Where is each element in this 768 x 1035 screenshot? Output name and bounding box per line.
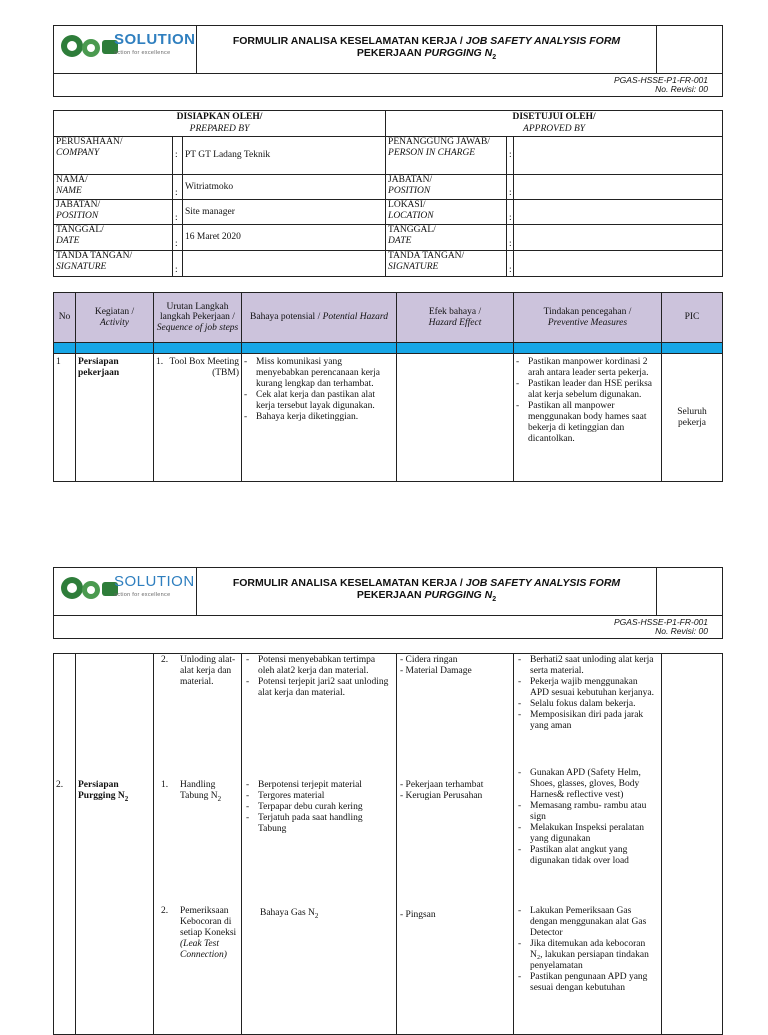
jsa-table-2 [53,653,723,1035]
subtitle-subscript: 2 [492,54,497,62]
label-en: SIGNATURE [388,262,439,272]
row-hazards [242,654,397,1035]
signature-value [183,251,386,277]
name-value: Witriatmoko [183,175,386,200]
logo-tagline: action for excellence [114,49,171,56]
approved-heading-id: DISETUJUI OLEH/ [512,112,596,122]
label-en: COMPANY [56,148,100,158]
step-text [180,906,241,961]
prevent-item: - Jika ditemukan ada kebocoran N₂, lakukan persiapan tindakan penyelamatan [518,939,658,972]
step-b-subscript: 2 [217,794,222,803]
title-italic: JOB SAFETY ANALYSIS FORM [465,34,621,47]
doc-info [54,616,723,639]
prevent-item: - Melakukan Inspeksi peralatan yang digunakan [518,823,658,845]
label-en: LOCATION [388,211,434,221]
company-value: PT GT Ladang Teknik [183,137,386,175]
subtitle-subscript: 2 [492,596,497,604]
label-en: POSITION [56,211,99,221]
doc-revision: No. Revisi: 00 [655,84,708,94]
label-en: SIGNATURE [56,262,107,272]
row-effects [397,654,514,1035]
hazard-item: - Potensi terjepit jari2 saat unloding alat kerja dan material. [246,677,392,699]
pic-label [386,137,507,175]
hazard-item: - Terjatuh pada saat handling Tabung [246,813,392,835]
gear-logo-icon [58,568,120,608]
prepared-heading [54,111,386,137]
hazard-item: - Cek alat kerja dan pastikan alat kerja tersebut layak digunakan. [244,390,394,412]
date-value [514,225,723,251]
step-text: Unloding alat- alat kerja dan material. [180,655,236,687]
hdr-en: Potential Hazard [322,312,388,322]
form-header-1 [53,25,723,97]
hdr-en: Activity [99,317,129,328]
label-id: PENANGGUNG JAWAB/ [388,137,490,147]
step-c [161,906,241,961]
col-activity [76,293,154,343]
approved-heading [386,111,723,137]
hdr-id: Efek bahaya / [428,306,482,317]
col-sequence [154,293,242,343]
date-label [54,225,173,251]
row-steps [154,654,242,1035]
approved-heading-en: APPROVED BY [523,124,586,134]
prevent-item: - Pastikan all manpower menggunakan body hames saat bekerja di ketinggian dan dicantolkan. [516,401,659,445]
label-en: NAME [56,186,82,196]
title-plain: FORMULIR ANALISA KESELAMATAN KERJA / [232,34,466,47]
colon: : [507,137,514,175]
company-logo [54,568,197,616]
prevent-item: - Pekerja wajib menggunakan APD sesuai kebutuhan kerjanya. [518,677,658,699]
row-activity: Persiapan pekerjaan [76,354,154,482]
position-label [54,200,173,225]
hdr-id: Kegiatan / [94,306,135,317]
location-value [514,200,723,225]
subtitle-plain: PEKERJAAN [356,46,425,59]
colon: : [173,200,183,225]
colon: : [507,225,514,251]
hdr-id: Urutan Langkah langkah Pekerjaan / [160,301,235,323]
header-blank [657,568,723,616]
hazard-item [246,908,406,922]
hazard-item: - Terpapar debu curah kering [246,802,392,813]
doc-number: PGAS-HSSE-P1-FR-001 [614,617,708,627]
prevent-item: - Pastikan manpower kordinasi 2 arah antara leader serta pekerja. [516,357,659,379]
row-effect [397,354,514,482]
signature-label [54,251,173,277]
step-text: Tool Box Meeting (TBM) [169,357,239,378]
prevent-item: - Memasang rambu- rambu atau sign [518,801,658,823]
subtitle-italic: PURGGING N [424,46,493,59]
effect-item: - Material Damage [400,666,472,676]
step-number: 1. [156,357,164,367]
step-number: 2. [161,655,169,665]
label-id: NAMA/ [56,175,88,185]
company-logo [54,26,197,74]
row-no: 1 [54,354,76,482]
hazard-item: - Tergores material [246,791,392,802]
logo-brand: SOLUTION [114,572,195,590]
label-id: JABATAN/ [56,200,101,210]
colon: : [173,251,183,277]
hazard-item: - Berpotensi terjepit material [246,780,392,791]
step-a [161,655,241,688]
form-title [197,26,657,74]
label-id: JABATAN/ [388,175,433,185]
form-title [197,568,657,616]
hdr-en: Hazard Effect [428,317,482,328]
position-value [514,175,723,200]
step-c-text: Pemeriksaan Kebocoran di setiap Koneksi [180,906,237,938]
label-id: PERUSAHAAN/ [56,137,123,147]
step-number: 1. [161,780,169,790]
effect-group-a [400,655,472,677]
label-en: DATE [56,236,80,246]
subtitle-italic: PURGGING N [424,588,493,601]
name-label [54,175,173,200]
hdr-id: Tindakan pencegahan / [543,306,632,317]
step-c-en: (Leak Test Connection) [180,939,227,960]
prevent-item: - Pastikan leader dan HSE periksa alat kerja sebelum digunakan. [516,379,659,401]
hazard-item: - Bahaya kerja diketinggian. [244,412,394,423]
effect-item: - Cidera ringan [400,655,458,665]
colon: : [507,200,514,225]
prevent-item: - Pastikan alat angkut yang digunakan tidak over load [518,845,658,867]
label-id: LOKASI/ [388,200,426,210]
colon: : [507,175,514,200]
signature-value [514,251,723,277]
colon: : [507,251,514,277]
pic-value [514,137,723,175]
signature-label [386,251,507,277]
effect-item: - Kerugian Perusahan [400,791,483,801]
header-blank [657,26,723,74]
colon: : [173,225,183,251]
date-label [386,225,507,251]
label-en: POSITION [388,186,431,196]
table-row [54,354,723,482]
col-no: No [54,293,76,343]
table-header-row [54,293,723,343]
label-en: DATE [388,236,412,246]
gear-logo-icon [58,26,120,66]
effect-item: - Pekerjaan terhambat [400,780,484,790]
col-pic: PIC [662,293,723,343]
logo-tagline: action for excellence [114,591,171,598]
effect-group-b [400,780,483,802]
step-text [180,780,241,805]
prepared-heading-id: DISIAPKAN OLEH/ [176,112,263,122]
subtitle-plain: PEKERJAAN [356,588,425,601]
row-activity [76,654,154,1035]
step-b [161,780,241,805]
hazard-item: - Miss komunikasi yang menyebabkan perencanaan kerja kurang lengkap dan terhambat. [244,357,394,390]
prepared-heading-en: PREPARED BY [189,124,250,134]
activity-subscript: 2 [124,794,129,803]
step-b-text: Handling Tabung N [180,780,218,801]
effect-item: - Pingsan [400,910,436,920]
row-no: 2. [54,654,76,1035]
hdr-en: Sequence of job steps [156,322,239,333]
row-pic [662,654,723,1035]
row-hazards [242,354,397,482]
row-prevent [514,654,662,1035]
hdr-en: Preventive Measures [547,317,628,328]
form-header-2 [53,567,723,639]
prevent-item: - Selalu fokus dalam bekerja. [518,699,658,710]
label-en: PERSON IN CHARGE [388,148,476,158]
approval-table [53,110,723,277]
prevent-item: - Memposisikan diri pada jarak yang aman [518,710,658,732]
date-value: 16 Maret 2020 [183,225,386,251]
col-hazard [242,293,397,343]
label-id: TANDA TANGAN/ [56,251,133,261]
colon: : [173,175,183,200]
hdr-id: Bahaya potensial / [250,312,323,322]
col-effect [397,293,514,343]
prevent-item: - Lakukan Pemeriksaan Gas dengan menggunakan alat Gas Detector [518,906,658,939]
prevent-item: - Pastikan pengunaan APD yang sesuai dengan kebutuhan [518,972,658,994]
doc-revision: No. Revisi: 00 [655,626,708,636]
row-pic: Seluruh pekerja [662,354,723,482]
label-id: TANGGAL/ [388,225,436,235]
hazard-item: - Potensi menyebabkan tertimpa oleh alat2 kerja dan material. [246,655,392,677]
company-label [54,137,173,175]
jsa-table-1 [53,292,723,482]
label-id: TANGGAL/ [56,225,104,235]
label-id: TANDA TANGAN/ [388,251,465,261]
col-prevent [514,293,662,343]
hazard-c-text: Bahaya Gas N [260,908,315,918]
position-value: Site manager [183,200,386,225]
position-label [386,175,507,200]
doc-info [54,74,723,97]
activity-text: Persiapan Purgging N [78,780,125,801]
prevent-item: - Gunakan APD (Safety Helm, Shoes, glasses, gloves, Body Harnes& reflective vest) [518,768,658,801]
doc-number: PGAS-HSSE-P1-FR-001 [614,75,708,85]
location-label [386,200,507,225]
row-prevent [514,354,662,482]
title-plain: FORMULIR ANALISA KESELAMATAN KERJA / [232,576,466,589]
highlight-band [54,343,723,354]
logo-brand: SOLUTION [114,30,196,48]
hazard-c-subscript: 2 [314,911,319,920]
table-row [54,654,723,1035]
prevent-item: - Berhati2 saat unloding alat kerja serta material. [518,655,658,677]
colon: : [173,137,183,175]
step-number: 2. [161,906,169,916]
row-step [154,354,242,482]
title-italic: JOB SAFETY ANALYSIS FORM [465,576,621,589]
